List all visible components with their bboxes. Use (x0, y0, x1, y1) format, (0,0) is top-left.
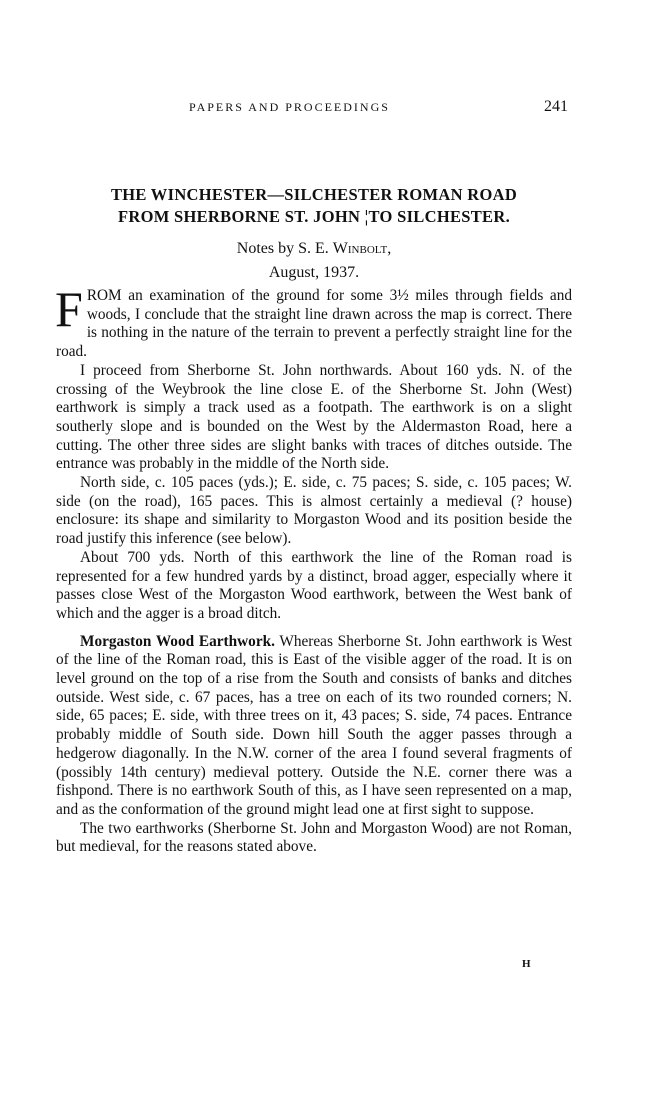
running-title: PAPERS AND PROCEEDINGS (189, 100, 390, 114)
article-date: August, 1937. (268, 264, 360, 281)
article-body (55, 281, 572, 857)
running-header (56, 100, 572, 120)
signature-mark: H (522, 958, 531, 970)
page-number: 241 (544, 98, 568, 115)
paragraph-6: The two earthworks (Sherborne St. John and Morgaston Wood) are not Roman, but medieval, for the reasons stated above. (56, 819, 572, 856)
paragraph-2: I proceed from Sherborne St. John northwards. About 160 yds. N. of the crossing of the Weybrook the line close E. of the Sherborne St. John (West) earthwork is simply a track used as a footpath. The earthwork is on a slight southerly slope and is bounded on the West by the Aldermaston Road, here a cutting. The other three sides are slight banks with traces of ditches outside. The entrance was probably in the middle of the North side. (56, 361, 572, 473)
article-title (56, 184, 572, 228)
title-line-2: FROM SHERBORNE ST. JOHN ¦TO SILCHESTER. (117, 207, 510, 226)
paragraph-1 (55, 281, 572, 362)
paragraph-1-text: ROM an examination of the ground for some 3½ miles through fields and woods, I conclude that the straight line drawn across the map is correct. There is nothing in the nature of the terrain to prevent a perfectly straight line for the road. (56, 287, 572, 361)
title-line-1: THE WINCHESTER—SILCHESTER ROMAN ROAD (110, 185, 518, 204)
drop-cap: F (55, 281, 83, 337)
paragraph-4: About 700 yds. North of this earthwork the line of the Roman road is represented for a few hundred yards by a distinct, broad agger, especially where it passes close West of the Morgaston Wood earthwork, between the West bank of which and the agger is a broad ditch. (56, 548, 572, 622)
section-heading: Morgaston Wood Earthwork. (80, 632, 275, 650)
author-line (56, 237, 572, 261)
byline-prefix: Notes by S. E. (236, 240, 333, 257)
paragraph-5 (56, 633, 572, 820)
byline (56, 237, 572, 285)
author-name: Winbolt, (332, 240, 392, 257)
paragraph-5-text: Whereas Sherborne St. John earthwork is West of the line of the Roman road, this is East of the visible agger of the road. It is on level ground on the top of a rise from the South and consists of banks and ditches outside. West side, c. 67 paces, has a tree on each of its two rounded corners; N. side, 65 paces; E. side, with three trees on it, 43 paces; S. side, 74 paces. Entrance probably middle of South side. Down hill South the agger passes through a hedgerow diagonally. In the N.W. corner of the area I found several fragments of (possibly 14th century) medieval pottery. Outside the N.E. corner there was a fishpond. There is no earthwork South of this, as I have seen represented on a map, and as the conformation of the ground might lead one at first sight to suppose. (56, 632, 572, 818)
paragraph-3: North side, c. 105 paces (yds.); E. side, c. 75 paces; S. side, c. 105 paces; W. side (on the road), 165 paces. This is almost certainly a medieval (? house) enclosure: its shape and similarity to Morgaston Wood and its position beside the road justify this inference (see below). (56, 474, 572, 548)
